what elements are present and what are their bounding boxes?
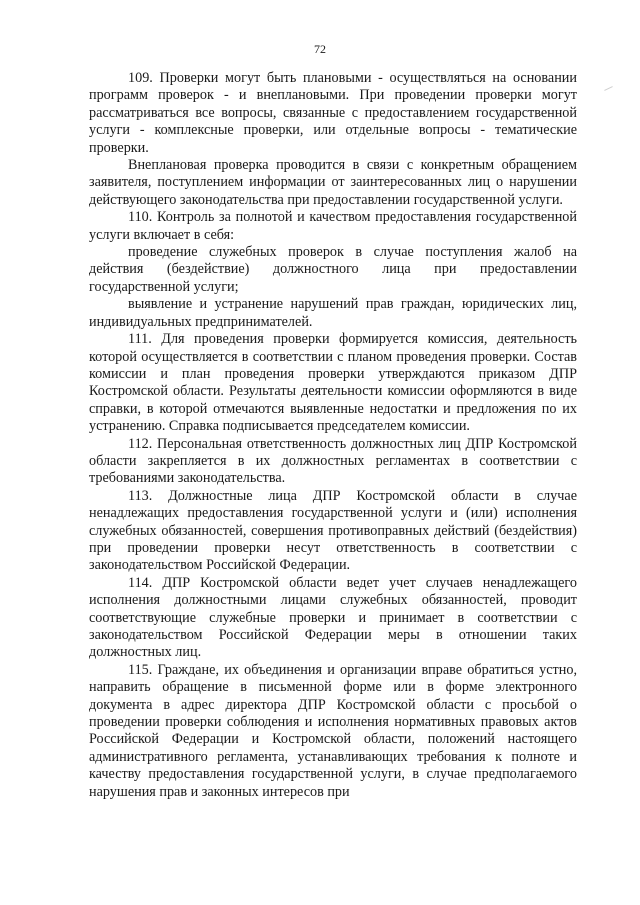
paragraph-114: 114. ДПР Костромской области ведет учет случаев ненадлежащего исполнения должностными лицами служебных обязанностей, проводит соответствующие служебные проверки и принимает в соответствии с законодательством Российской Федерации меры в отношении таких должностных лиц. [89,574,577,661]
paragraph-110: 110. Контроль за полнотой и качеством предоставления государственной услуги включает в себя: [89,209,577,243]
document-body [89,70,577,801]
paragraph-110-item-2: выявление и устранение нарушений прав граждан, юридических лиц, индивидуальных предпринимателей. [89,296,577,330]
paragraph-110-item-1: проведение служебных проверок в случае поступления жалоб на действия (бездействие) должностного лица при предоставлении государственной услуги; [89,244,577,295]
scan-mark [604,86,613,91]
page-number: 72 [314,42,326,56]
paragraph-112: 112. Персональная ответственность должностных лиц ДПР Костромской области закрепляется в их должностных регламентах в соответствии с требованиями законодательства. [89,435,577,487]
paragraph-115: 115. Граждане, их объединения и организации вправе обратиться устно, направить обращение в письменной форме или в форме электронного документа в адрес директора ДПР Костромской области с просьбой о проведении проверки соблюдения и исполнения нормативных правовых актов Российской Федерации и Костромской области, положений настоящего административного регламента, устанавливающих требования к полноте и качеству предоставления государственной услуги, в случае предполагаемого нарушения прав и законных интересов при [89,661,577,800]
paragraph-109: 109. Проверки могут быть плановыми - осуществляться на основании программ проверок - и внеплановыми. При проведении проверки могут рассматриваться все вопросы, связанные с предоставлением государственной услуги - комплексные проверки, или отдельные вопросы - тематические проверки. [89,70,577,156]
paragraph-113: 113. Должностные лица ДПР Костромской области в случае ненадлежащих предоставления государственной услуги и (или) исполнения служебных обязанностей, совершения противоправных действий (бездействия) при проведении проверки несут ответственность в соответствии с законодательством Российской Федерации. [89,487,577,574]
paragraph-111: 111. Для проведения проверки формируется комиссия, деятельность которой осуществляется в соответствии с планом проведения проверки. Состав комиссии и план проведения проверки утверждаются приказом ДПР Костромской области. Результаты деятельности комиссии оформляются в виде справки, в которой отмечаются выявленные недостатки и предложения по их устранению. Справка подписывается председателем комиссии. [89,331,577,435]
paragraph-unscheduled-inspection: Внеплановая проверка проводится в связи с конкретным обращением заявителя, поступлением информации от заинтересованных лиц о нарушении действующего законодательства при предоставлении государственной услуги. [89,157,577,208]
